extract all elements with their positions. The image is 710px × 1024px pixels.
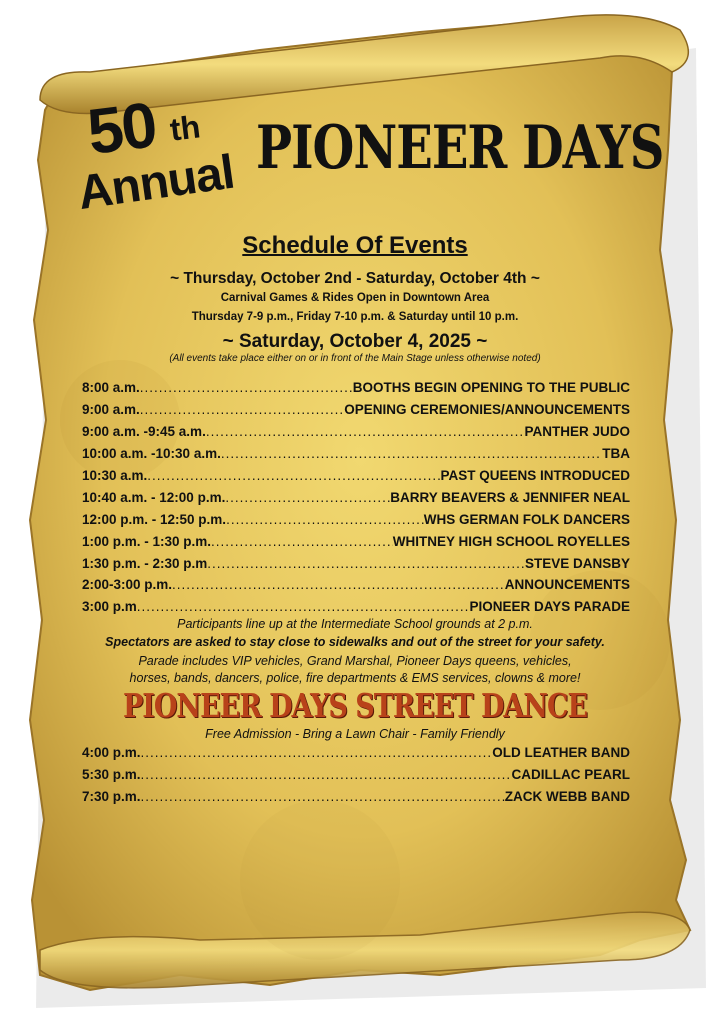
- schedule-event: OPENING CEREMONIES/ANNOUNCEMENTS: [344, 401, 630, 417]
- schedule-row: [82, 577, 630, 599]
- schedule-event: PANTHER JUDO: [524, 423, 630, 439]
- schedule-row: [82, 380, 630, 402]
- schedule-time: 9:00 a.m.: [82, 401, 140, 417]
- schedule-event: ANNOUNCEMENTS: [504, 577, 630, 593]
- schedule-event: PIONEER DAYS PARADE: [469, 599, 630, 615]
- parade-lineup: Participants line up at the Intermediate School grounds at 2 p.m.: [177, 617, 533, 631]
- schedule-time: 9:00 a.m. -9:45 a.m.: [82, 423, 206, 439]
- schedule-time: 10:40 a.m. - 12:00 p.m.: [82, 489, 226, 505]
- schedule-event: WHS GERMAN FOLK DANCERS: [423, 511, 630, 527]
- events-note: (All events take place either on or in front of the Main Stage unless otherwise noted): [169, 353, 541, 364]
- leader-dots: [211, 534, 393, 549]
- schedule-time: 12:00 p.m. - 12:50 p.m.: [82, 511, 227, 527]
- schedule-row: [82, 424, 630, 446]
- street-dance-subtitle: Free Admission - Bring a Lawn Chair - Family Friendly: [205, 727, 505, 741]
- schedule-event: BARRY BEAVERS & JENNIFER NEAL: [390, 489, 630, 505]
- leader-dots: [140, 402, 344, 417]
- band-time: 4:00 p.m.: [82, 745, 141, 760]
- schedule-event: PAST QUEENS INTRODUCED: [440, 467, 630, 483]
- schedule-row: [82, 512, 630, 534]
- schedule-time: 1:30 p.m. - 2:30 p.m: [82, 555, 208, 571]
- band-row: [82, 745, 630, 767]
- parade-safety: Spectators are asked to stay close to sidewalks and out of the street for your safety.: [105, 635, 605, 649]
- schedule-heading: Schedule Of Events: [242, 232, 468, 259]
- schedule-time: 10:00 a.m. -10:30 a.m.: [82, 445, 221, 461]
- leader-dots: [172, 577, 505, 592]
- leader-dots: [225, 490, 390, 505]
- schedule-event: TBA: [602, 445, 630, 461]
- leader-dots: [206, 424, 525, 439]
- band-name: ZACK WEBB BAND: [504, 788, 630, 804]
- anniversary-number: 50: [83, 88, 160, 168]
- schedule-time: 8:00 a.m.: [82, 380, 140, 395]
- leader-dots: [141, 745, 493, 760]
- schedule-time: 10:30 a.m.: [82, 467, 148, 483]
- schedule-time: 3:00 p.m: [82, 599, 137, 615]
- carnival-hours: Thursday 7-9 p.m., Friday 7-10 p.m. & Saturday until 10 p.m.: [191, 311, 519, 323]
- leader-dots: [141, 789, 505, 804]
- band-time: 5:30 p.m.: [82, 766, 141, 782]
- band-time: 7:30 p.m.: [82, 788, 141, 804]
- leader-dots: [226, 512, 424, 527]
- band-name: OLD LEATHER BAND: [492, 745, 630, 760]
- parade-includes-1: Parade includes VIP vehicles, Grand Marshal, Pioneer Days queens, vehicles,: [138, 654, 572, 668]
- schedule-row: [82, 490, 630, 512]
- schedule-event: STEVE DANSBY: [524, 555, 630, 571]
- schedule-row: [82, 534, 630, 556]
- annual-label: Annual: [74, 145, 238, 220]
- band-row: [82, 767, 630, 789]
- band-name: CADILLAC PEARL: [511, 766, 630, 782]
- schedule-list: [82, 380, 630, 621]
- leader-dots: [221, 446, 602, 461]
- schedule-event: BOOTHS BEGIN OPENING TO THE PUBLIC: [352, 380, 630, 395]
- carnival-info: Carnival Games & Rides Open in Downtown Area: [220, 292, 490, 304]
- anniversary-ordinal: th: [167, 108, 203, 148]
- schedule-row: [82, 556, 630, 578]
- schedule-time: 1:00 p.m. - 1:30 p.m.: [82, 533, 212, 549]
- schedule-time: 2:00-3:00 p.m.: [82, 577, 173, 593]
- band-row: [82, 789, 630, 811]
- schedule-row: [82, 446, 630, 468]
- leader-dots: [137, 599, 470, 614]
- event-title: PIONEER DAYS: [256, 113, 664, 183]
- leader-dots: [207, 556, 525, 571]
- leader-dots: [141, 767, 512, 782]
- date-range: ~ Thursday, October 2nd - Saturday, October 4th ~: [170, 270, 540, 287]
- parade-includes-2: horses, bands, dancers, police, fire departments & EMS services, clowns & more!: [129, 671, 581, 685]
- street-dance-list: [82, 745, 630, 811]
- street-dance-title: PIONEER DAYS STREET DANCE: [122, 688, 588, 726]
- saturday-date: ~ Saturday, October 4, 2025 ~: [222, 331, 488, 352]
- leader-dots: [140, 380, 353, 395]
- leader-dots: [147, 468, 440, 483]
- schedule-row: [82, 402, 630, 424]
- schedule-event: WHITNEY HIGH SCHOOL ROYELLES: [392, 533, 630, 549]
- schedule-row: [82, 468, 630, 490]
